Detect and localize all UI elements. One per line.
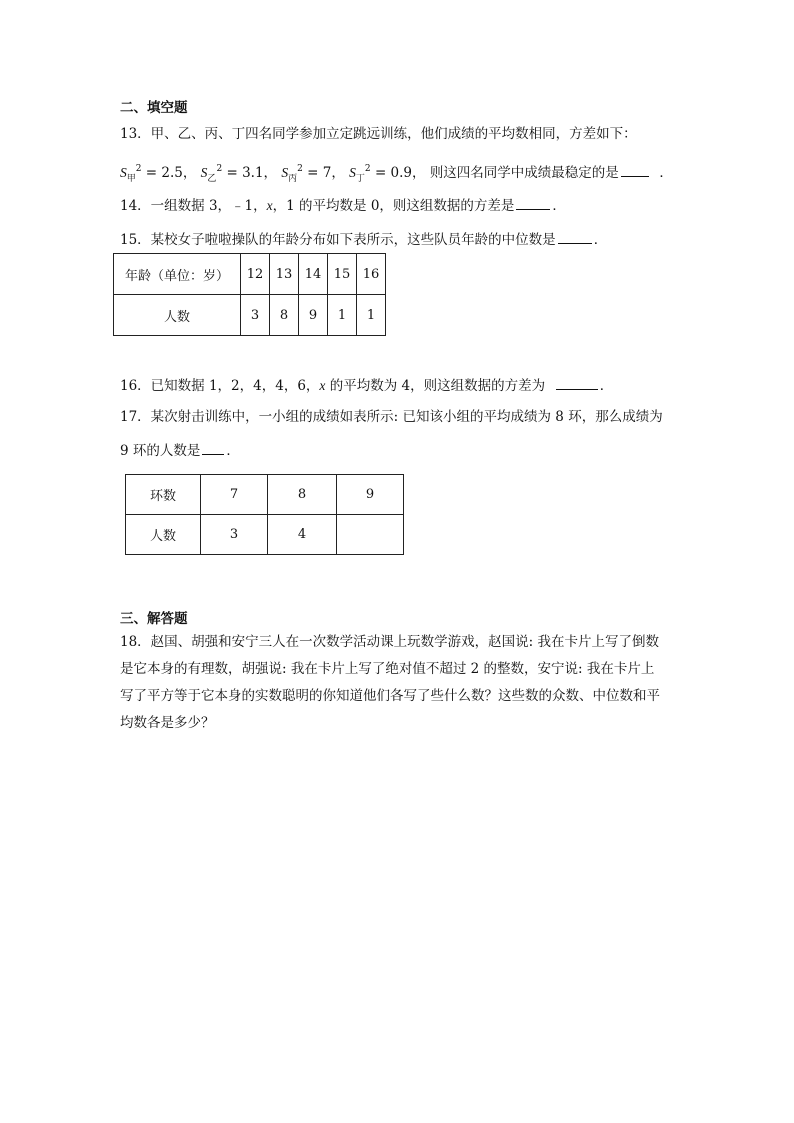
question-18-line: 均数各是多少？ <box>120 715 215 731</box>
answer-blank-13[interactable] <box>621 162 649 177</box>
question-18-line: 是它本身的有理数，胡强说: 我在卡片上写了绝对值不超过 2 的整数，安宁说: 我在卡片上 <box>120 661 655 677</box>
table-cell: 14 <box>299 254 328 295</box>
question-17-end: ． <box>226 443 240 459</box>
question-18-line: 18．赵国、胡强和安宁三人在一次数学活动课上玩数学游戏，赵国说: 我在卡片上写了倒数 <box>120 634 660 650</box>
variance-jia-value: = 2.5， <box>145 165 197 181</box>
variance-ding-value: = 0.9， <box>374 165 426 181</box>
table-row <box>114 254 386 295</box>
question-13-end: ． <box>659 165 673 181</box>
table-cell: 12 <box>241 254 270 295</box>
subscript-yi: 乙 <box>207 174 217 184</box>
table-row-label: 人数 <box>126 515 201 555</box>
table-cell: 8 <box>270 295 299 336</box>
table-cell: 15 <box>328 254 357 295</box>
subscript-bing: 丙 <box>288 174 298 184</box>
section-3-heading: 三、解答题 <box>120 611 188 627</box>
question-15 <box>120 229 607 250</box>
question-14-end: ． <box>552 198 566 214</box>
question-13-line-2 <box>120 159 673 189</box>
question-14-text: 14．一组数据 3，﹣1， <box>120 198 267 214</box>
superscript-2: 2 <box>135 164 142 174</box>
table-cell: 3 <box>201 515 268 555</box>
question-17-line-2 <box>120 440 240 461</box>
question-15-text: 15．某校女子啦啦操队的年龄分布如下表所示，这些队员年龄的中位数是 <box>120 232 556 248</box>
table-cell: 1 <box>328 295 357 336</box>
question-16-text: 16．已知数据 1，2，4，4，6， <box>120 378 320 394</box>
variance-symbol: S <box>281 165 289 180</box>
question-14 <box>120 195 566 216</box>
table-cell-blank[interactable] <box>337 515 404 555</box>
table-row <box>126 515 404 555</box>
question-13-line-1: 13．甲、乙、丙、丁四名同学参加立定跳远训练，他们成绩的平均数相同，方差如下： <box>120 126 637 142</box>
answer-blank-16[interactable] <box>556 375 598 390</box>
answer-blank-15[interactable] <box>558 229 592 244</box>
question-13-tail: 则这四名同学中成绩最稳定的是 <box>429 165 619 181</box>
question-17-line-2-text: 9 环的人数是 <box>120 443 201 459</box>
table-cell: 16 <box>357 254 386 295</box>
question-17-line-1: 17．某次射击训练中，一小组的成绩如表所示: 已知该小组的平均成绩为 8 环，那么成绩为 <box>120 409 663 425</box>
table-cell: 13 <box>270 254 299 295</box>
table-cell: 9 <box>337 475 404 515</box>
question-16-end: ． <box>599 378 614 394</box>
question-15-end: ． <box>593 232 608 248</box>
question-16 <box>120 375 613 396</box>
variance-symbol: S <box>200 165 208 180</box>
table-row <box>126 475 404 515</box>
subscript-ding: 丁 <box>355 174 365 184</box>
superscript-2: 2 <box>216 164 223 174</box>
table-cell: 3 <box>241 295 270 336</box>
superscript-2: 2 <box>364 164 371 174</box>
table-header-cell: 年龄（单位：岁） <box>114 254 241 295</box>
table-cell: 7 <box>201 475 268 515</box>
question-18 <box>120 629 680 737</box>
table-cell: 9 <box>299 295 328 336</box>
variable-x: x <box>319 378 326 393</box>
subscript-jia: 甲 <box>126 174 136 184</box>
table-row-label: 人数 <box>114 295 241 336</box>
superscript-2: 2 <box>297 164 303 174</box>
section-2-heading: 二、填空题 <box>120 100 188 116</box>
question-18-line: 写了平方等于它本身的实数聪明的你知道他们各写了些什么数？这些数的众数、中位数和平 <box>120 688 660 704</box>
table-cell: 1 <box>357 295 386 336</box>
shooting-score-table <box>125 474 404 555</box>
variable-x: x <box>266 198 273 213</box>
table-cell: 4 <box>268 515 337 555</box>
table-row <box>114 295 386 336</box>
question-14-text-2: ，1 的平均数是 0，则这组数据的方差是 <box>272 198 515 214</box>
variance-symbol: S <box>120 165 127 180</box>
age-distribution-table <box>113 253 386 336</box>
variance-bing-value: = 7， <box>307 165 345 181</box>
table-cell: 8 <box>268 475 337 515</box>
answer-blank-17[interactable] <box>202 440 224 455</box>
variance-yi-value: = 3.1， <box>226 165 278 181</box>
question-16-text-2: 的平均数为 4，则这组数据的方差为 <box>325 378 546 394</box>
table-header-cell: 环数 <box>126 475 201 515</box>
answer-blank-14[interactable] <box>516 195 550 210</box>
variance-symbol: S <box>349 165 356 180</box>
